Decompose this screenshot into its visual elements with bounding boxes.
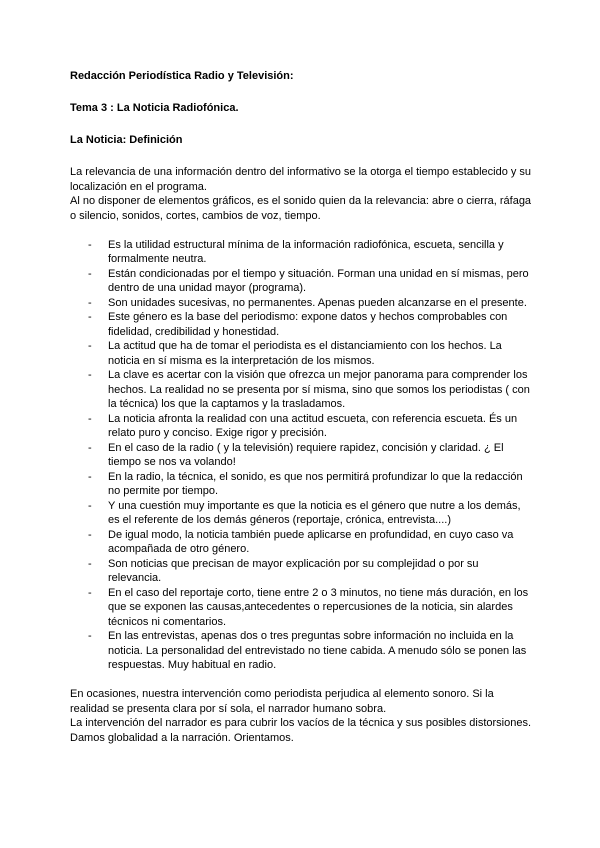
list-item	[70, 528, 532, 557]
bullet-text: En las entrevistas, apenas dos o tres preguntas sobre información no incluida en la noticia. La personalidad del entrevistado no tiene cabida. A menudo sólo se ponen las respuestas. Muy habitual en radio.	[108, 630, 527, 671]
list-item	[70, 238, 532, 267]
bullet-dash: -	[88, 557, 92, 570]
bullet-text: Y una cuestión muy importante es que la noticia es el género que nutre a los demás, es el referente de los demás géneros (reportaje, crónica, entrevista....)	[108, 499, 521, 526]
intro-paragraph-elementos-graficos: Al no disponer de elementos gráficos, es el sonido quien da la relevancia: abre o cierra, ráfaga o silencio, sonidos, cortes, cambios de voz, tiempo.	[70, 195, 532, 222]
list-item	[70, 499, 532, 528]
closing-paragraph-narrador: La intervención del narrador es para cubrir los vacíos de la técnica y sus posibles distorsiones. Damos globalidad a la narración. Orientamos.	[70, 717, 532, 744]
list-item	[70, 368, 532, 412]
list-item	[70, 629, 532, 673]
bullet-text: Son noticias que precisan de mayor explicación por su complejidad o por su relevancia.	[108, 557, 479, 584]
bullet-text: En el caso del reportaje corto, tiene entre 2 o 3 minutos, no tiene más duración, en los que se exponen las causas,antecedentes o repercusiones de la noticia, sin alardes técnicos ni comentarios.	[108, 586, 529, 628]
list-item	[70, 267, 532, 296]
bullet-dash: -	[88, 586, 92, 599]
bullet-dash: -	[88, 470, 92, 483]
bullet-text: Es la utilidad estructural mínima de la información radiofónica, escueta, sencilla y formalmente neutra.	[108, 238, 504, 265]
bullet-dash: -	[88, 267, 92, 280]
bullet-text: En el caso de la radio ( y la televisión) requiere rapidez, concisión y claridad. ¿ El tiempo se nos va volando!	[108, 441, 504, 468]
list-item	[70, 310, 532, 339]
bullet-text: De igual modo, la noticia también puede aplicarse en profundidad, en cuyo caso va acompañada de otro género.	[108, 528, 514, 555]
bullet-text: Están condicionadas por el tiempo y situación. Forman una unidad en sí mismas, pero dentro de una unidad mayor (programa).	[108, 267, 529, 294]
list-item	[70, 296, 532, 311]
doc-title: Redacción Periodística Radio y Televisión:	[70, 70, 294, 82]
bullet-dash: -	[88, 499, 92, 512]
list-item	[70, 557, 532, 586]
list-item	[70, 586, 532, 630]
intro-paragraph-relevancia: La relevancia de una información dentro del informativo se la otorga el tiempo establecido y su localización en el programa.	[70, 166, 532, 193]
list-item	[70, 441, 532, 470]
bullet-dash: -	[88, 238, 92, 251]
bullet-dash: -	[88, 441, 92, 454]
bullet-dash: -	[88, 528, 92, 541]
closing-paragraph-intervencion: En ocasiones, nuestra intervención como periodista perjudica al elemento sonoro. Si la realidad se presenta clara por sí sola, el narrador humano sobra.	[70, 688, 494, 715]
bullet-text: La noticia afronta la realidad con una actitud escueta, con referencia escueta. És un relato puro y conciso. Exige rigor y precisión.	[108, 412, 518, 439]
bullet-text: La clave es acertar con la visión que ofrezca un mejor panorama para comprender los hechos. La realidad no se presenta por sí misma, sino que somos los periodistas ( con la técnica) los que la captamos y la trasladamos.	[108, 369, 530, 410]
bullet-dash: -	[88, 369, 92, 381]
bullet-text: La actitud que ha de tomar el periodista es el distanciamiento con los hechos. La noticia en sí misma es la interpretación de los mismos.	[108, 340, 502, 367]
bullet-text: Este género es la base del periodismo: expone datos y hechos comprobables con fidelidad, credibilidad y honestidad.	[108, 311, 508, 338]
bullet-text: En la radio, la técnica, el sonido, es que nos permitirá profundizar lo que la redacción no permite por tiempo.	[108, 470, 523, 497]
bullet-text: Son unidades sucesivas, no permanentes. Apenas pueden alcanzarse en el presente.	[108, 296, 527, 309]
section-heading-definicion: La Noticia: Definición	[70, 134, 183, 146]
list-item	[70, 339, 532, 368]
bullet-dash: -	[88, 340, 92, 352]
doc-topic-heading: Tema 3 : La Noticia Radiofónica.	[70, 102, 239, 114]
bullet-dash: -	[88, 412, 92, 425]
list-item	[70, 412, 532, 441]
bullet-list	[70, 238, 532, 673]
bullet-dash: -	[88, 296, 92, 309]
list-item	[70, 470, 532, 499]
bullet-dash: -	[88, 311, 92, 323]
bullet-dash: -	[88, 630, 92, 642]
